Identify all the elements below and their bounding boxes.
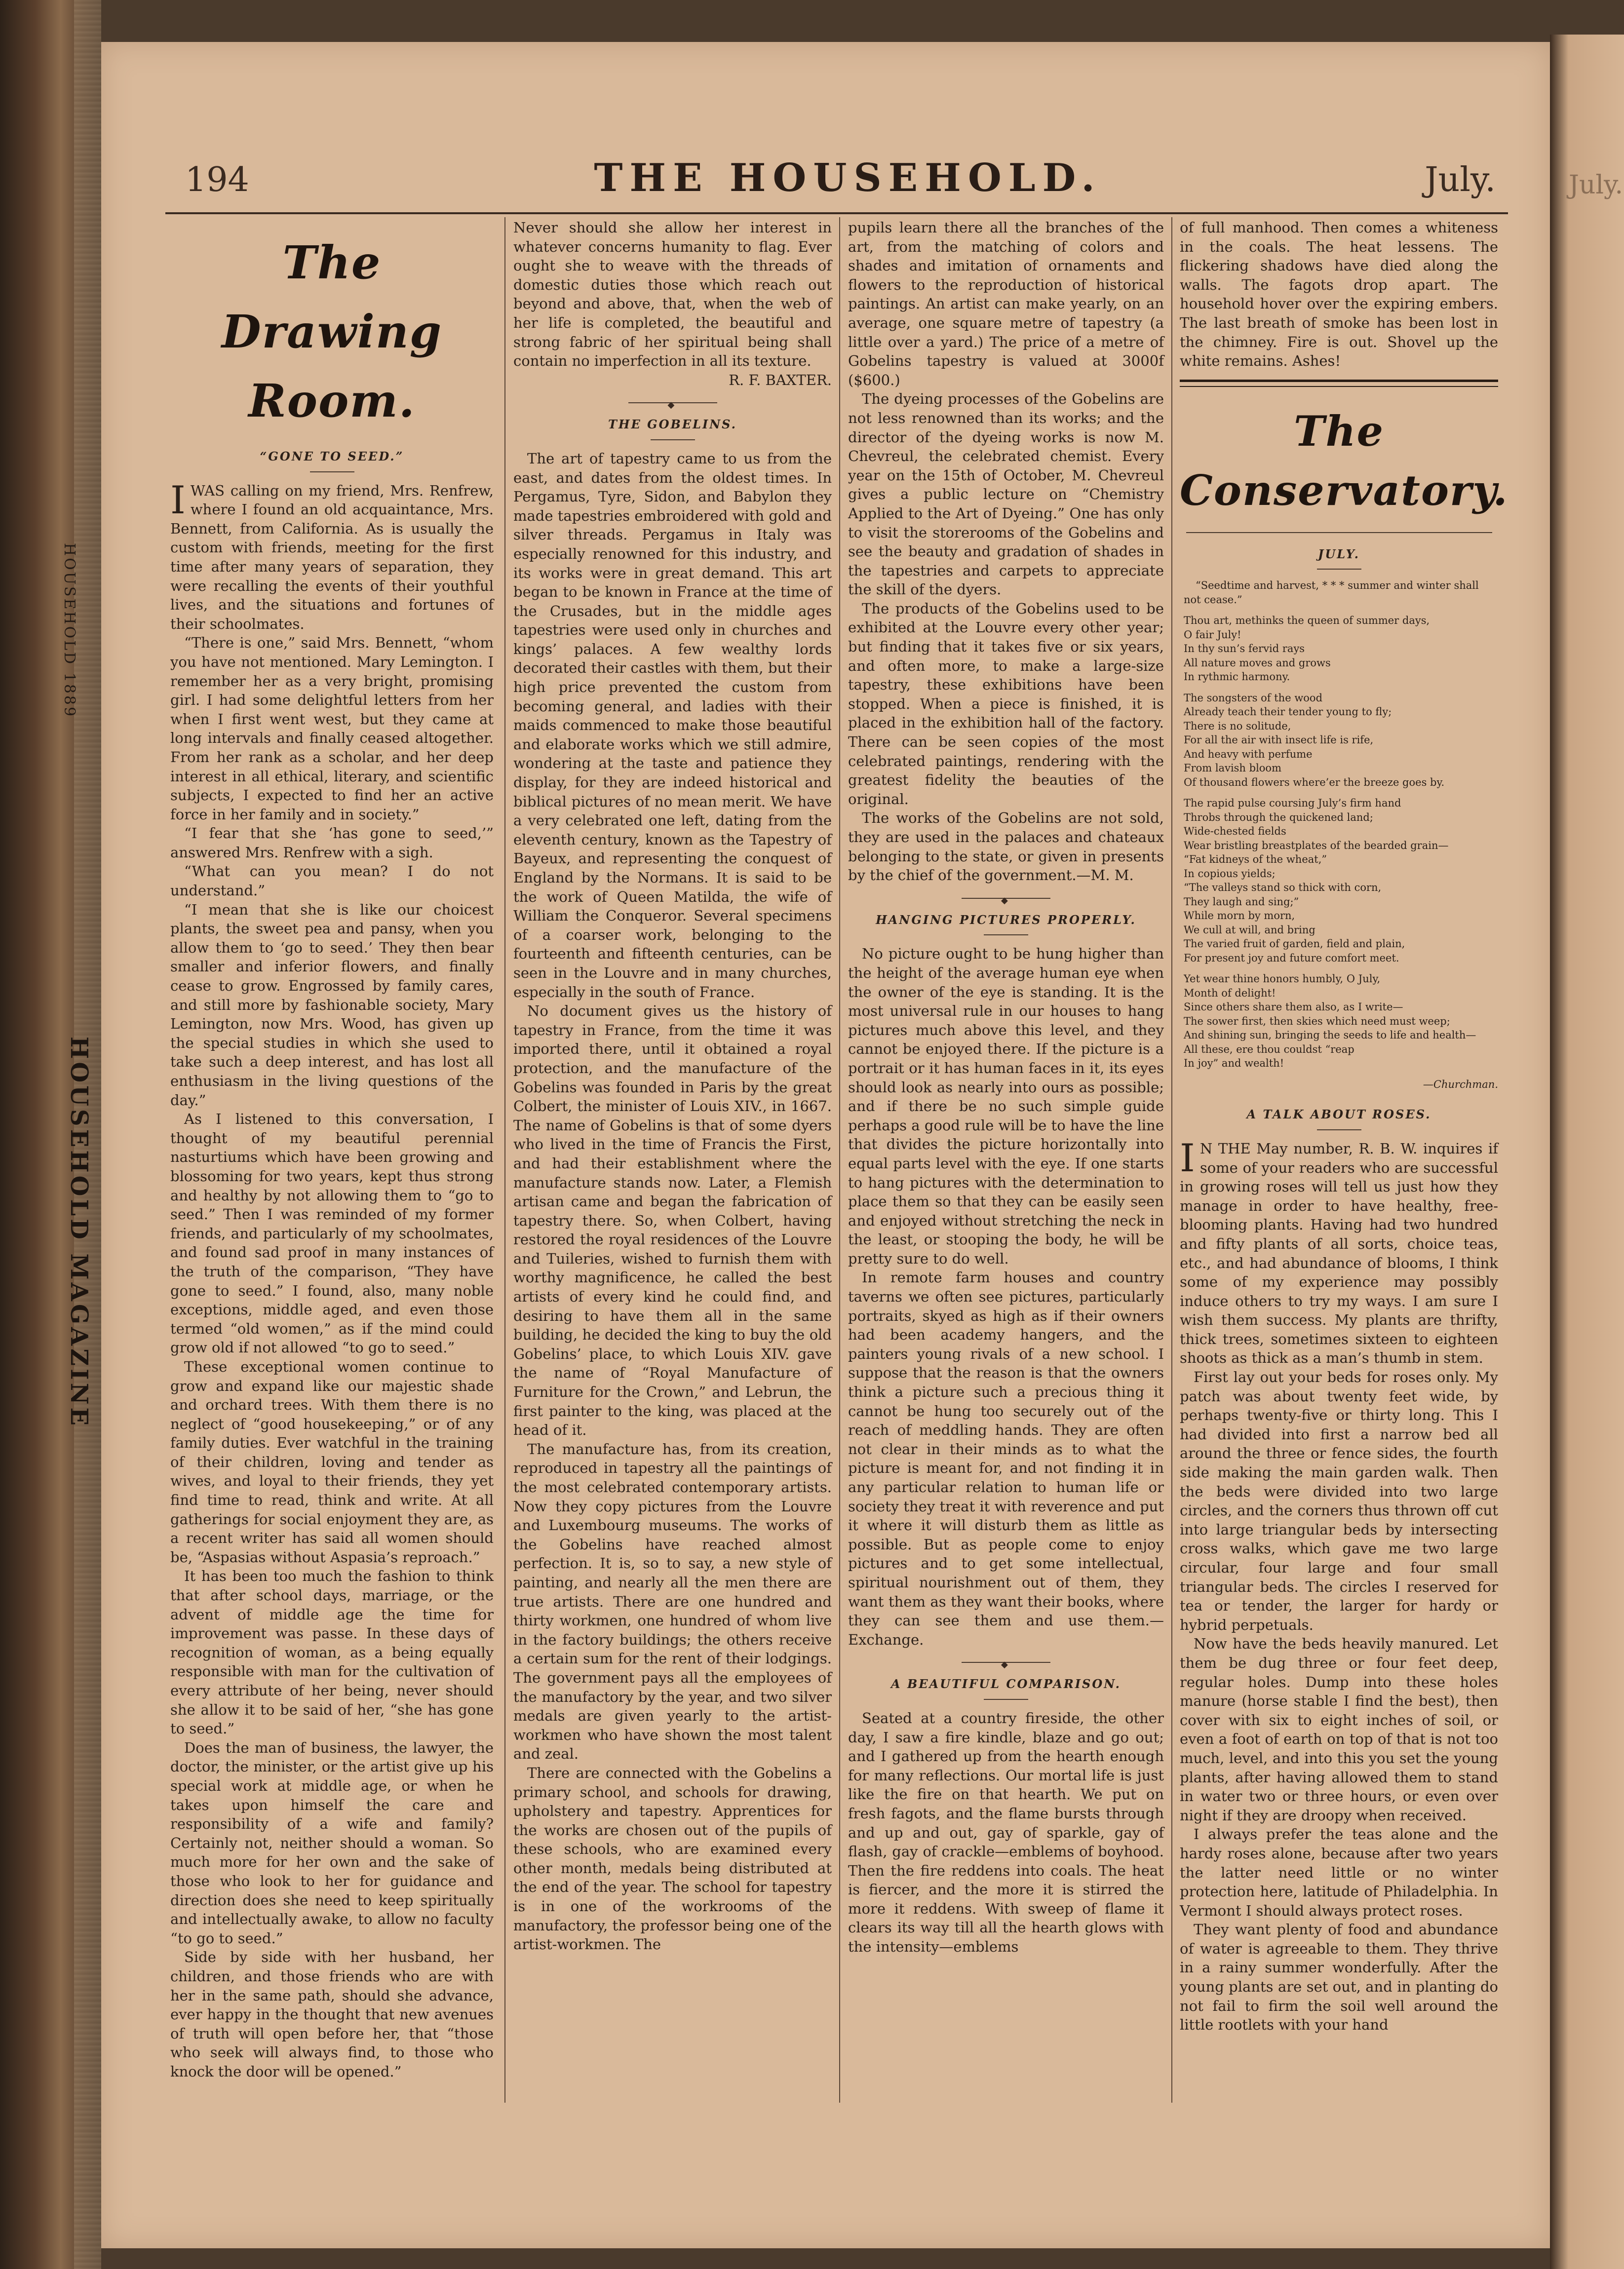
- article-paragraph: The products of the Gobelins used to be exhibited at the Louvre every other year; but finding that it takes five or six years, and often more, to make a large-size tapestry, these exhibitions have been stopped. When a piece is finished, it is placed in the exhibition hall of the factory. There can be seen copies of the most celebrated paintings, rendering with the greatest fidelity the beauties of the original.: [848, 600, 1164, 808]
- column-3: [848, 218, 1164, 1957]
- poem-line: “The valleys stand so thick with corn,: [1184, 882, 1382, 894]
- article-paragraph: They want plenty of food and abundance of water is agreeable to them. They thrive in a rainy summer wonderfully. After the young plants are set out, and in planting do not fail to firm the soil well around the little rootlets with your hand: [1180, 1921, 1498, 2034]
- article-paragraph: First lay out your beds for roses only. My patch was about twenty feet wide, by perhaps twenty-five or thirty long. This I had divided into first a narrow bed all around the three or fence sides, the fourth side making the main garden walk. Then the beds were divided into two large circles, and the corners thus thrown off cut into large triangular beds by intersecting cross walks, which gave me two large circular, four large and four small triangular beds. The circles I reserved for tea or tender, the larger for hardy or hybrid perpetuals.: [1180, 1369, 1498, 1633]
- poem-july: [1184, 578, 1498, 1091]
- article-paragraph: As I listened to this conversation, I thought of my beautiful perennial nasturtiums which have been growing and blossoming for two years, kept thus strong and healthy by not allowing them to “go to seed.” Then I was reminded of my former friends, and particularly of my schoolmates, and found sad proof in many instances of the truth of the comparison, “They have gone to seed.” I found, also, many noble exceptions, middle aged, and even those termed “old women,” as if the mind could grow old if not allowed “to go to seed.”: [170, 1111, 494, 1356]
- column-divider: [839, 217, 840, 2103]
- poem-stanza: [1184, 614, 1498, 684]
- article-paragraph: pupils learn there all the branches of the art, from the matching of colors and shades and imitation of ornaments and flowers to the reproduction of historical paintings. An artist can make yearly, on an average, one square metre of tapestry (a little over a yard.) The price of a metre of Gobelins tapestry is valued at 3000f ($600.): [848, 219, 1164, 388]
- poem-line: For all the air with insect life is rife,: [1184, 734, 1374, 746]
- masthead: THE HOUSEHOLD.: [594, 155, 1102, 200]
- poem-line: Of thousand flowers where’er the breeze goes by.: [1184, 776, 1445, 788]
- poem-epigraph: “Seedtime and harvest, * * * summer and winter shall not cease.”: [1184, 579, 1479, 606]
- article-paragraph: It has been too much the fashion to think that after school days, marriage, or the advent of middle age the time for improvement was passe. In these days of recognition of woman, as a being equally responsible with man for the cultivation of every attribute of her being, never should she allow it to be said of her, “she has gone to seed.”: [170, 1568, 494, 1737]
- title-rule: [984, 1699, 1028, 1700]
- section-ornament: [962, 898, 1050, 899]
- column-4: [1180, 218, 1508, 2035]
- header-rule: [165, 212, 1508, 214]
- article-paragraph: Never should she allow her interest in whatever concerns humanity to flag. Ever ought she to weave with the threads of domestic duties those which reach out beyond and above, that, when the web of her life is completed, the beautiful and strong fabric of her spiritual being shall contain no imperfection in all its texture.: [513, 219, 832, 370]
- poem-line: The varied fruit of garden, field and plain,: [1184, 938, 1405, 950]
- column-2: [513, 218, 832, 1954]
- article-title-hanging-pictures: HANGING PICTURES PROPERLY.: [876, 912, 1136, 927]
- section-rule: [1180, 386, 1498, 387]
- article-paragraph: “What can you mean? I do not understand.”: [170, 863, 494, 899]
- poem-signature: —Churchman.: [1423, 1078, 1498, 1090]
- poem-line: And heavy with perfume: [1184, 748, 1313, 760]
- article-paragraph: I N THE May number, R. B. W. inquires if some of your readers who are successful in growing roses will tell us just how they manage in order to have healthy, free-blooming plants. Having had two hundred and fifty plants of all sorts, choice teas, etc., and had abundance of blooms, I think some of my experience may possibly induce others to try my ways. I am sure I wish them success. My plants are thrifty, thick trees, sometimes sixteen to eighteen shoots as thick as a man’s thumb in stem.: [1180, 1136, 1498, 1367]
- column-divider: [504, 217, 505, 2103]
- section-title-drawing-room: The Drawing Room.: [221, 236, 443, 427]
- poem-line: From lavish bloom: [1184, 762, 1281, 774]
- page-number: 194: [185, 160, 249, 199]
- poem-line: Since others share them also, as I write—: [1184, 1001, 1403, 1013]
- poem-line: Yet wear thine honors humbly, O July,: [1184, 973, 1381, 985]
- column-divider: [1171, 217, 1172, 2103]
- section-ornament: [962, 1662, 1050, 1663]
- poem-line: Already teach their tender young to fly;: [1184, 706, 1392, 718]
- poem-line: Month of delight!: [1184, 987, 1276, 999]
- drop-cap: I: [170, 478, 186, 523]
- poem-line: While morn by morn,: [1184, 910, 1295, 922]
- poem-line: For present joy and future comfort meet.: [1184, 952, 1399, 964]
- poem-line: O fair July!: [1184, 628, 1241, 641]
- title-rule: [1317, 1129, 1361, 1130]
- article-paragraph: Side by side with her husband, her children, and those friends who are with her in the same path, should she advance, ever happy in the thought that new avenues of truth will open before her, that “those who seek will always find, to those who knock the door will be opened.”: [170, 1949, 494, 2080]
- article-paragraph: The manufacture has, from its creation, reproduced in tapestry all the paintings of the most celebrated contemporary artists. Now they copy pictures from the Louvre and Luxembourg museums. The works of the Gobelins have reached almost perfection. It is, so to say, a new style of painting, and nearly all the men there are true artists. There are one hundred and thirty workmen, one hundred of whom live in the factory buildings; the others receive a certain sum for the rent of their lodgings. The government pays all the employees of the manufactory by the year, and two silver medals are given yearly to the artist-workmen who have shown the most talent and zeal.: [513, 1440, 832, 1763]
- poem-line: In thy sun’s fervid rays: [1184, 643, 1305, 655]
- drop-cap: I: [1180, 1136, 1195, 1181]
- running-head: [185, 155, 1510, 215]
- poem-line: The rapid pulse coursing July’s firm hand: [1184, 797, 1401, 809]
- article-title-beautiful-comparison: A BEAUTIFUL COMPARISON.: [890, 1677, 1121, 1692]
- adjacent-page-header: July.: [1569, 170, 1623, 200]
- article-paragraph: The art of tapestry came to us from the east, and dates from the oldest times. In Pergamus, Tyre, Sidon, and Babylon they made tapestries embroidered with gold and silver threads. Pergamus in Italy was especially renowned for this industry, and its works were in great demand. This art began to be known in France at the time of the Crusades, but in the middle ages tapestries were used only in churches and kings’ palaces. A few wealthy lords decorated their castles with them, but their high price prevented the custom from becoming general, and ladies with their maids commenced to make those beautiful and elaborate works which we still admire, wondering at the taste and patience they display, for they are indeed historical and biblical pictures of no mean merit. We have a very celebrated one left, dating from the eleventh century, known as the Tapestry of Bayeux, and representing the conquest of England by the Normans. It is said to be the work of Queen Matilda, the wife of William the Conqueror. Several specimens of a coarser work, belonging to the fourteenth and fifteenth centuries, can be seen in the Louvre and in many churches, especially in the south of France.: [513, 450, 832, 1000]
- title-rule: [310, 471, 354, 472]
- article-paragraph: I always prefer the teas alone and the hardy roses alone, because after two years the latter need little or no winter protection here, latitude of Philadelphia. In Vermont I should always protect roses.: [1180, 1826, 1498, 1919]
- poem-line: The sower first, then skies which need must weep;: [1184, 1015, 1450, 1027]
- poem-line: They laugh and sing;”: [1184, 895, 1299, 908]
- poem-line: Wide-chested fields: [1184, 825, 1286, 838]
- poem-line: The songsters of the wood: [1184, 692, 1323, 704]
- article-paragraph: In remote farm houses and country taverns we often see pictures, particularly portraits, skyed as high as if their owners had been academy hangers, and the painters young rivals of a new school. I suppose that the reason is that the owners think a picture such a precious thing it cannot be hung too securely out of the reach of meddling hands. They are often not clear in their minds as to what the picture is meant for, and not finding it in any particular relation to human life or society they treat it with reverence and put it where it will disturb them as little as possible. But as people come to enjoy pictures and to get some intellectual, spiritual nourishment out of them, they want them as they want their books, where they can see them and use them.—Exchange.: [848, 1269, 1164, 1648]
- article-paragraph: Now have the beds heavily manured. Let them be dug three or four feet deep, regular holes. Dump into these holes manure (horse stable I find the best), then cover with six to eight inches of soil, or even a foot of earth on top of that is not too much, level, and into this you set the young plants, after having allowed them to stand in water two or three hours, or even over night if they are droopy when received.: [1180, 1635, 1498, 1824]
- spine-label-lower: HOUSEHOLD MAGAZINE: [65, 1037, 93, 1429]
- article-paragraph: “There is one,” said Mrs. Bennett, “whom you have not mentioned. Mary Lemington. I remember her as a very bright, promising girl. I had some delightful letters from her when I first went west, but they came at long intervals and finally ceased altogether. From her rank as a scholar, and her deep interest in all ethical, literary, and scientific subjects, I expected to find her an active force in her family and in society.”: [170, 634, 494, 823]
- article-paragraph: No document gives us the history of tapestry in France, from the time it was imported there, until it obtained a royal protection, and the manufacture of the Gobelins was founded in Paris by the great Colbert, the minister of Louis XIV., in 1667. The name of Gobelins is that of some dyers who lived in the time of Francis the First, and had their establishment where the manufacture stands now. Later, a Flemish artisan came and began the fabrication of tapestry there. So, when Colbert, having restored the royal residences of the Louvre and Tuileries, wished to furnish them with worthy magnificence, he called the best artists of every kind he could find, and desiring to have them all in the same building, he decided the king to buy the old Gobelins’ place, to which Louis XIV. gave the name of “Royal Manufacture of Furniture for the Crown,” and Lebrun, the first painter to the king, was placed at the head of it.: [513, 1002, 832, 1439]
- poem-stanza: [1184, 972, 1498, 1071]
- poem-line: “Fat kidneys of the wheat,”: [1184, 853, 1327, 866]
- article-paragraph: These exceptional women continue to grow and expand like our majestic shade and orchard trees. With them there is no neglect of “good housekeeping,” or of any family duties. Ever watchful in the training of their children, loving and tender as wives, and loyal to their friends, they yet find time to read, think and write. At all gatherings for social enjoyment they are, as a recent writer has said all women should be, “Aspasias without Aspasia’s reproach.”: [170, 1358, 494, 1566]
- article-paragraph: “I mean that she is like our choicest plants, the sweet pea and pansy, when you allow them to ‘go to seed.’ They then bear smaller and inferior flowers, and finally cease to grow. Engrossed by family cares, and still more by fashionable society, Mary Lemington, now Mrs. Wood, has given up the special studies in which she used to take such a deep interest, and has lost all enthusiasm in the living questions of the day.”: [170, 901, 494, 1109]
- article-paragraph: The dyeing processes of the Gobelins are not less renowned than its works; and the director of the dyeing works is now M. Chevreul, the celebrated chemist. Every year on the 15th of October, M. Chevreul gives a public lecture on “Chemistry Applied to the Art of Dyeing.” One has only to visit the storerooms of the Gobelins and see the beauty and gradation of shades in the tapestries and carpets to appreciate the skill of the dyers.: [848, 390, 1164, 598]
- poem-line: In rythmic harmony.: [1184, 671, 1290, 683]
- poem-line: All nature moves and grows: [1184, 656, 1331, 669]
- article-paragraph: IWAS calling on my friend, Mrs. Renfrew, where I found an old acquaintance, Mrs. Bennett, from California. As is usually the custom with friends, meeting for the first time after many years of separation, they were recalling the events of their youthful lives, and the situations and fortunes of their schoolmates.: [170, 478, 494, 632]
- title-rule: [984, 934, 1028, 935]
- poem-line: In copious yields;: [1184, 867, 1276, 880]
- article-paragraph: There are connected with the Gobelins a primary school, and schools for drawing, upholstery and tapestry. Apprentices for the works are chosen out of the pupils of these schools, who are examined every other month, medals being distributed at the end of the year. The school for tapestry is in one of the workrooms of the manufactory, the professor being one of the artist-workmen. The: [513, 1764, 832, 1953]
- adjacent-page: [1550, 35, 1624, 2269]
- article-paragraph: Does the man of business, the lawyer, the doctor, the minister, or the artist give up his special work at middle age, or when he takes upon himself the care and responsibility of a wife and family? Certainly not, neither should a woman. So much more for her own and the sake of those who look to her for guidance and direction does she need to keep spiritually and intellectually awake, to allow no faculty “to go to seed.”: [170, 1739, 494, 1947]
- poem-line: There is no solitude,: [1184, 720, 1291, 732]
- title-rule: [1317, 569, 1361, 570]
- article-paragraph: No picture ought to be hung higher than the height of the average human eye when the owner of the eye is standing. It is the most universal rule in our houses to hang pictures much above this level, and they cannot be enjoyed there. If the picture is a portrait or it has human faces in it, its eyes should look as nearly into ours as possible; and if there be no such simple guide perhaps a good rule will be to have the line that divides the picture horizontally into equal parts level with the eye. If one starts to hang pictures with the determination to place them so that they can be easily seen and enjoyed without stretching the neck in the least, or stooping the body, he will be pretty sure to do well.: [848, 945, 1164, 1267]
- issue-month: July.: [1425, 160, 1496, 199]
- section-rule: [1180, 380, 1498, 382]
- article-title-gone-to-seed: “GONE TO SEED.”: [260, 449, 404, 463]
- title-rule: [651, 439, 695, 440]
- poem-line: Throbs through the quickened land;: [1184, 811, 1373, 823]
- section-title-conservatory: The Conservatory.: [1180, 406, 1508, 515]
- poem-line: Thou art, methinks the queen of summer days,: [1184, 615, 1430, 627]
- article-paragraph: Seated at a country fireside, the other day, I saw a fire kindle, blaze and go out; and I gathered up from the hearth enough for many reflections. Our mortal life is just like the fire on that hearth. We put on fresh fagots, and the flame bursts through and up and out, gay of sparkle, gay of flash, gay of crackle—emblems of boyhood. Then the fire reddens into coals. The heat is fiercer, and the more it is stirred the more it reddens. With sweep of flame it clears its way till all the hearth glows with the intensity—emblems: [848, 1709, 1164, 1956]
- article-byline: R. F. BAXTER.: [729, 371, 832, 388]
- poem-line: All these, ere thou couldst “reap: [1184, 1043, 1354, 1055]
- poem-title-july: JULY.: [1317, 546, 1360, 561]
- article-paragraph: “I fear that she ‘has gone to seed,’” answered Mrs. Renfrew with a sigh.: [170, 825, 494, 861]
- title-rule: [1186, 532, 1492, 533]
- poem-line: In joy” and wealth!: [1184, 1057, 1284, 1070]
- article-title-talk-about-roses: A TALK ABOUT ROSES.: [1246, 1107, 1431, 1122]
- article-paragraph: of full manhood. Then comes a whiteness in the coals. The heat lessens. The flickering shadows have died along the walls. The fagots drop apart. The household hover over the expiring embers. The last breath of smoke has been lost in the chimney. Fire is out. Shovel up the white remains. Ashes!: [1180, 219, 1498, 370]
- poem-line: Wear bristling breastplates of the bearded grain—: [1184, 839, 1449, 851]
- article-paragraph: The works of the Gobelins are not sold, they are used in the palaces and chateaux belonging to the state, or given in presents by the chief of the government.—M. M.: [848, 809, 1164, 884]
- article-title-gobelins: THE GOBELINS.: [608, 417, 737, 432]
- poem-line: We cull at will, and bring: [1184, 923, 1315, 936]
- poem-stanza: [1184, 691, 1498, 790]
- poem-stanza: [1184, 796, 1498, 965]
- column-1: [170, 218, 494, 2081]
- spine-label-upper: HOUSEHOLD 1889: [61, 543, 78, 719]
- poem-line: And shining sun, bringing the seeds to life and health—: [1184, 1029, 1476, 1041]
- section-ornament: [628, 402, 717, 403]
